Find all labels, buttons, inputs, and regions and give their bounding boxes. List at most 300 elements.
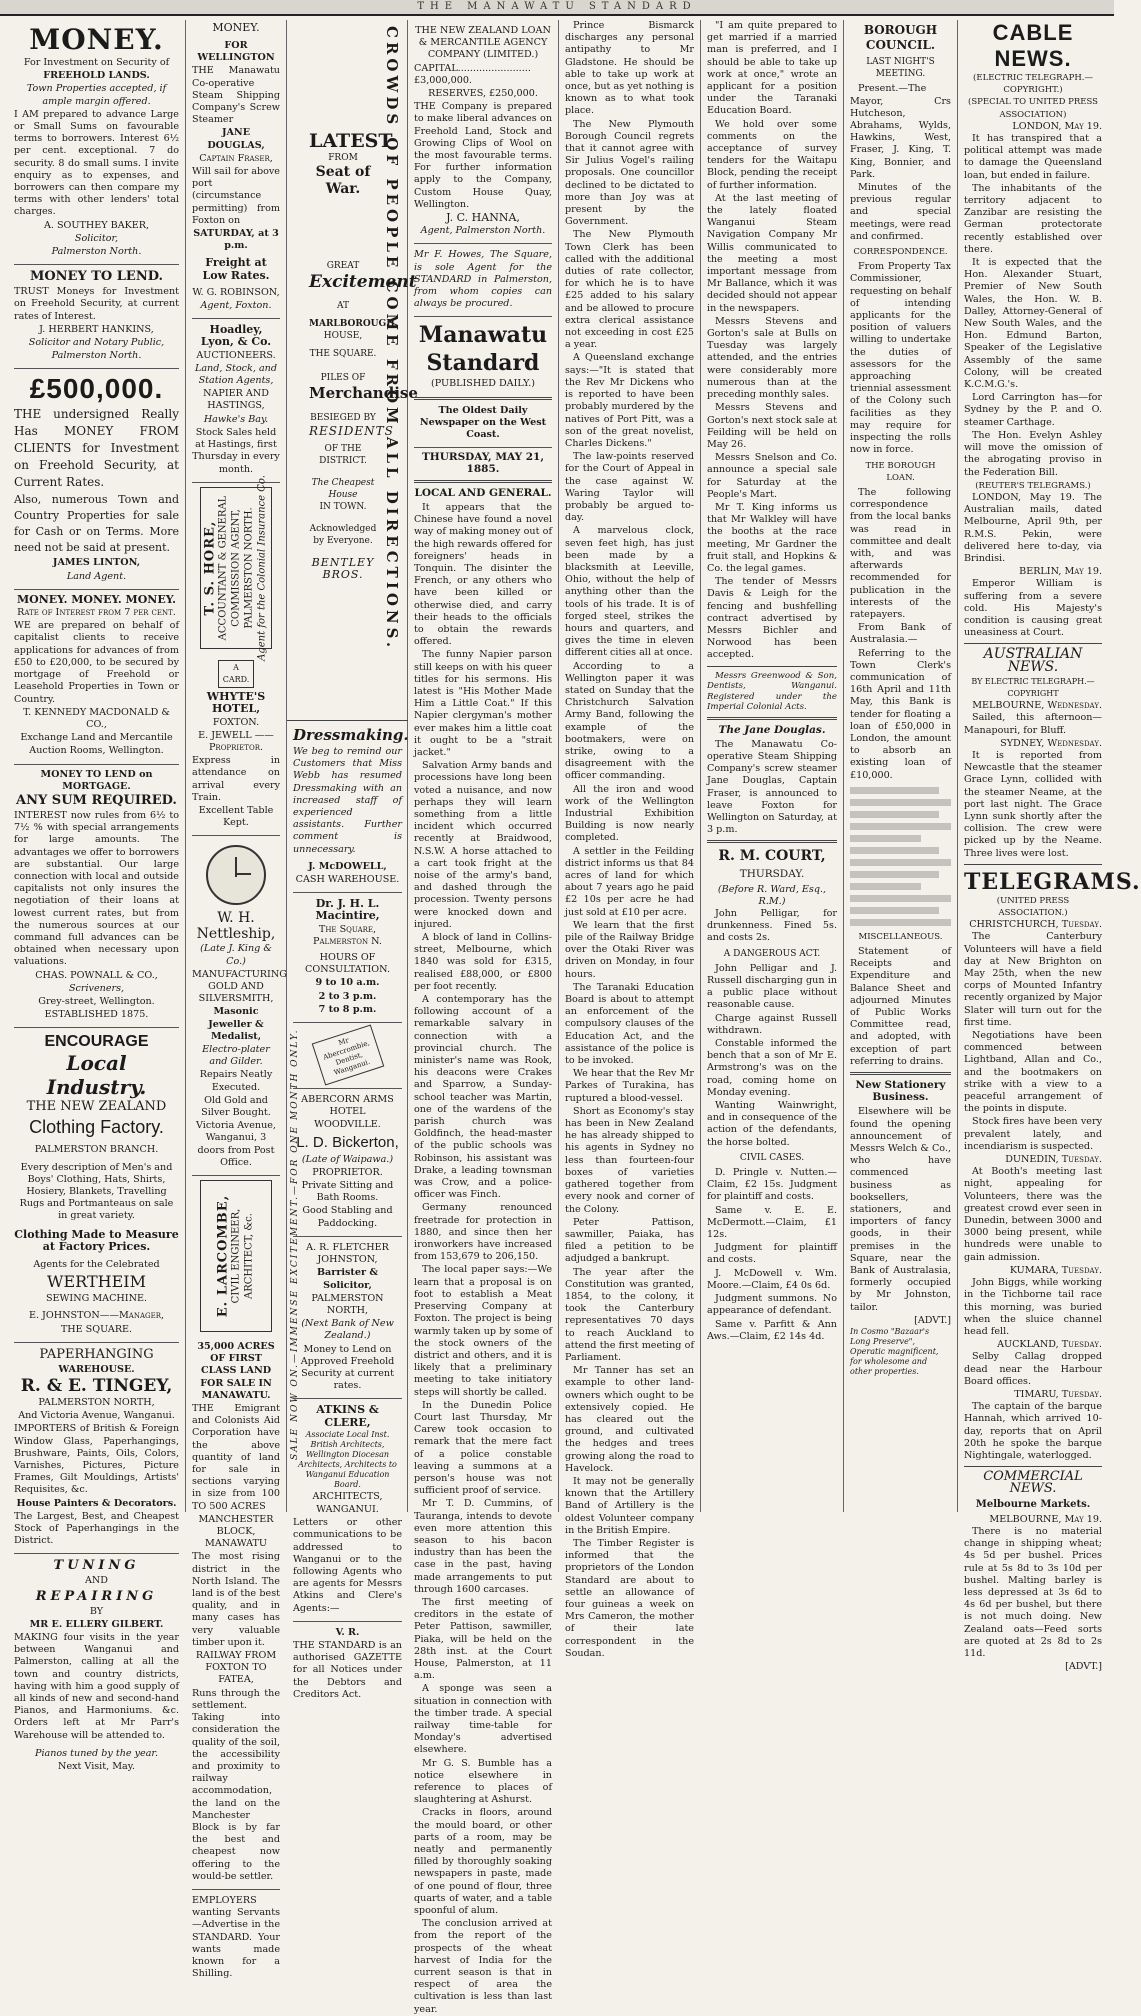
napier: NAPIER AND HASTINGS, [203,388,269,412]
court-para: Charge against Russell withdrawn. [707,1012,837,1036]
rm-before: (Before R. Ward, Esq., R.M.) [717,883,827,907]
next-bank: (Next Bank of New Zealand.) [301,1318,394,1342]
paper-masthead [414,317,552,399]
sewing: SEWING MACHINE. [45,1293,148,1305]
court-para: Wanting Wainwright, and in consequence of the action of the defendants, the horse bolted. [707,1100,837,1148]
larcombe-title: E. LARCOMBE, [215,1194,231,1318]
agent-note [414,244,552,317]
hanna: J. C. HANNA, [446,211,520,225]
bnz-heading: From Bank of Australasia.— [850,622,951,646]
col3-lower [287,720,408,1707]
jane-body: The Manawatu Co-operative Steam Shipping Company's screw steamer Jane Douglas, Captain Fraser, is announced to leave Foxton for Wellington on Saturday, at 3 p.m. [707,738,837,836]
cable-para: The Hon. Evelyn Ashley will move the omission of the abrogating proviso in the Federation Bill. [964,429,1102,478]
nettle-mason: Masonic Jeweller & Medalist, [208,1006,264,1042]
hanna-sub: Agent, Palmerston North. [420,225,546,237]
news-para: Peter Pattison, sawmiller, Paiaka, has filed a petition to be adjudged a bankrupt. [565,1216,694,1265]
date: THURSDAY, MAY 21, 1885. [421,451,545,476]
nz-title: THE NEW ZEALAND [26,1099,167,1115]
great: GREAT [326,261,360,271]
news-para: Mr T. King informs us that Mr Walkley will have the booths at the race meeting, Mr Gardner the fruit stall, and Hopkins & Co. the legal games. [707,501,837,574]
timaru-dateline: TIMARU, Tuesday. [1014,1388,1102,1400]
hoadley-ad [192,319,280,482]
tshore-title: T. S. HORE, [202,520,218,616]
atkins: ATKINS & CLERE, [316,1403,379,1429]
tshore-line: Agent for the Colonial Insurance Co. [256,474,268,661]
fw-body: THE Manawatu Co-operative Steam Shipping Company's Screw Steamer [192,65,280,126]
cable-para: It is expected that the Hon. Alexander Stuart, Premier of New South Wales, the Hon. W. B. Dalley, Attorney-General of New South Wales, and the Hon. Edmund Barton, Speaker of the Legislative Assembly of the same Colony, will be created K.C.M.G.'s. [964,257,1102,391]
auctioneers: AUCTIONEERS. [196,349,276,361]
express: Express in attendance on arrival every Train. [192,755,280,803]
column-4 [408,20,559,2015]
amount-sign: Land Agent. [66,570,127,582]
court-para: John Pelligar and J. Russell discharging gun in a public place without reasonable cause. [707,962,837,1011]
local-para: The first meeting of creditors in the estate of Peter Pattison, sawmiller, Piaka, will be held on the 28th inst. at the Court House, Palmerston, at 11 a.m. [414,1596,552,1682]
nzloan-ad [414,20,552,244]
made-to-measure: Clothing Made to Measure at Factory Prices. [14,1227,179,1253]
mmm-sub: Rate of Interest from 7 per cent. [17,607,176,619]
hoadley: Hoadley, Lyon, & Co. [200,323,272,349]
mortgage-sign: ESTABLISHED 1875. [44,1009,149,1021]
paper: PAPERHANGING [39,1346,154,1362]
abercorn-ad [293,1089,402,1237]
lend-sign: J. HERBERT HANKINS, [39,323,154,335]
freight-sign: W. G. ROBINSON, [192,286,280,298]
cable-para: It has transpired that a political attempt was made to damage the Queensland loan, but ended in failure. [964,133,1102,181]
civil-line: Same v. Parfitt & Ann Aws.—Claim, £2 14s 4d. [707,1318,837,1342]
atkins-body: Letters or other communications to be addressed to Wanganui or to the following Agents who are agents for Messrs Atkins and Clere's Agents:— [293,1517,402,1614]
next: Next Visit, May. [58,1761,135,1773]
cable-title: CABLE NEWS. [992,20,1074,71]
private: Private Sitting and Bath Rooms. [301,1180,394,1204]
borough-minutes: Minutes of the previous regular and special meetings, were read and confirmed. [850,182,951,242]
mmm-ad [14,590,179,765]
late: (Late of Waipawa.) [301,1153,394,1165]
nettle-old: Old Gold and Silver Bought. [201,1094,271,1118]
news-para: The New Plymouth Borough Council regrets that it cannot agree with Sir Julius Vogel's railing proposals. One councillor declined to be dictated to more than Joy was at present by the Government. [565,118,694,228]
newspaper-title: Manawatu Standard [418,322,548,377]
hours: HOURS OF CONSULTATION. [304,952,390,976]
cheapest: The Cheapest House [311,478,375,500]
civil-line: Same v. E. E. McDermott.—Claim, £1 12s. [707,1204,837,1241]
marlborough: MARLBOROUGH [309,319,395,329]
local-para: Germany renounced freetrade for protection in 1880, and since then her ironworkers have increased from 153,679 to 206,150. [414,1202,552,1263]
merchandise: Merchandise [309,384,418,402]
stable: Excellent Table Kept. [198,804,274,829]
hour-line: 7 to 8 p.m. [318,1003,377,1015]
vr: V. R. [335,1626,360,1638]
larcombe-line: ARCHITECT, &c. [243,1213,255,1299]
mortgage-sub: ANY SUM REQUIRED. [16,792,177,808]
money-title: MONEY. [29,23,164,56]
news-para: At the last meeting of the lately floated Wanganui Steam Navigation Company Mr Willis communicated to the meeting a most important message from Mr Ballance, which it was decided should not appear in the newspapers. [707,192,837,314]
from: FROM [328,153,358,163]
amount-body: THE undersigned Really Has MONEY FROM CLIENTS for Investment on Freehold Security, at Current Rates. [14,407,179,490]
tshore-line: ACCOUNTANT & GENERAL [217,495,229,641]
reuter-body: LONDON, May 19. The Australian mails, dated Melbourne, April 9th, per R.M.S. Pekin, were delivered here to-day, via Brindisi. [964,491,1102,564]
lend-ad [14,265,179,369]
whytes: WHYTE'S HOTEL, [206,690,266,716]
local-para: The conclusion arrived at from the report of the prospects of the wheat harvest of India for the current season is that in respect of area the cultivation is less than last year. [414,1918,552,2015]
nettle-rep: Repairs Neatly Executed. [199,1069,273,1093]
news-para: The Timber Register is informed that the proprietors of the London Standard are about to settle an allowance of four guineas a week on Mrs Cameron, the mother of their late correspondent in the Soudan. [565,1537,694,1659]
in-town: IN TOWN. [319,502,367,512]
local-para: Cracks in floors, around the mould board, or other parts of a room, may be neatly and permanently filled by thoroughly soaking newspapers in paste, made of one pound of flour, three quarts of water, and a table spoonful of alum. [414,1807,552,1917]
auckland-body: Selby Callag dropped dead near the Harbour Board offices. [964,1351,1102,1387]
published: (PUBLISHED DAILY.) [430,378,536,390]
jewell: E. JEWELL —— Proprietor. [198,729,274,753]
painters: House Painters & Decorators. [16,1497,177,1509]
acres-ad [192,1336,280,1890]
painters-body: The Largest, Best, and Cheapest Stock of Paperhangings in the District. [14,1510,179,1547]
nettle-elec: Electro-plater and Gilder. [202,1043,270,1068]
square: THE SQUARE. [60,1323,133,1335]
employers: EMPLOYERS wanting Servants—Advertise in the STANDARD. Your wants made known for a Shilling. [192,1894,280,1980]
barrister: Barrister & Solicitor, [316,1267,379,1291]
news-para: We hear that the Rev Mr Parkes of Turakina, has ruptured a blood-vessel. [565,1068,694,1104]
larcombe-text [217,1195,256,1317]
news-para: Prince Bismarck discharges any personal antipathy to Mr Gladstone. He should be able to take up work at once, but as yet nothing is known as to what took place. [565,20,694,117]
architects: ARCHITECTS, [312,1490,383,1502]
tingey-body: IMPORTERS of British & Foreign Window Glass, Paperhangings, Brushware, Paints, Oils, Colors, Varnishes, Pictures, Picture Frames, Gilt Mouldings, Artists' Requisites, &c. [14,1423,179,1496]
lend-title: MONEY TO LEND. [29,269,164,285]
civil-line: Judgment for plaintiff and costs. [707,1242,837,1266]
mortgage-ad [14,765,179,1029]
news-para: A settler in the Feilding district informs us that 84 acres of land for which about 7 years ago he paid £2 10s per acre he had just sold at £10 per acre. [565,845,694,918]
land: Land, Stock, and Station Agents, [194,362,278,387]
dress: Dressmaking. [293,726,409,744]
amount-sign: JAMES LINTON, [52,557,141,569]
cable-para: The inhabitants of the territory adjacent to Zanzibar are resisting the German protectorate recently established over there. [964,182,1102,255]
news-para: It may not be generally known that the Artillery Band of Artillery is the oldest Volunteer company in the British Empire. [565,1475,694,1536]
sydney-dateline: SYDNEY, Wednesday. [1000,737,1102,749]
card-label: A CARD. [218,660,254,688]
hour-line: 2 to 3 p.m. [318,990,377,1002]
macintire: Dr. J. H. L. Macintire, [315,897,380,923]
employers-ad [192,1890,280,1986]
warehouse: WAREHOUSE. [58,1363,135,1375]
money-sign: A. SOUTHEY BAKER, [43,219,150,231]
bickerton: L. D. Bickerton, [296,1133,399,1151]
tshore-line: COMMISSION AGENT, [230,508,242,627]
tingey-loc: And Victoria Avenue, Wanganui. [18,1410,175,1422]
money-line: For Investment on Security of [23,57,170,68]
captain: Captain Fraser, [199,152,273,164]
borough-sub: LAST NIGHT'S MEETING. [866,57,935,80]
commercial-title: COMMERCIAL NEWS. [983,1469,1083,1497]
tingey: R. & E. TINGEY, [20,1376,173,1397]
encourage: ENCOURAGE [44,1033,149,1051]
advt-8: [ADVT.] [1065,1661,1102,1673]
dress-ad [293,721,409,893]
misc-heading: MISCELLANEOUS. [858,931,943,942]
telegrams-title: TELEGRAMS. [964,868,1141,895]
dentist-stamp: Mr Abercrombie, Dentist, Wanganui. [311,1025,384,1086]
residents: RESIDENTS [309,424,394,438]
tshore-text [204,475,269,661]
cash: CASH WAREHOUSE. [295,874,400,886]
atkins-ad [293,1399,402,1621]
johnston: A. R. FLETCHER JOHNSTON, [306,1241,389,1266]
proprietor: PROPRIETOR. [312,1166,383,1178]
of-the: OF THE [324,444,362,454]
gilbert: MR E. ELLERY GILBERT. [29,1618,164,1630]
lend-sign: Palmerston North. [51,350,142,362]
news-para: The New Plymouth Town Clerk has been called with the additional duties of rate collector, for which he is to have £25 added to his salary and be allowed to procure extra clerical assistance not exceeding in cost £25 a year. [565,229,694,351]
court-para: Constable informed the bench that a son of Mr E. Armstrong's was on the road, coming home on Monday evening. [707,1038,837,1098]
manchester: MANCHESTER BLOCK, MANAWATU [198,1513,274,1550]
tingey-loc: PALMERSTON NORTH, [38,1397,155,1409]
sale-vertical: SALE NOW ON.—IMMENSE EXCITEMENT.—FOR ONE MONTH ONLY. [290,1028,300,1460]
market-body: There is no material change in shipping wheat; 4s 5d per bushel. Prices rule at 5s 8d to 3s 10d per bushel. Malting barley is less depressed at 3s 6d to 4s 6d per bushel, but there is not much doing. New Zealand oats—Feed sorts are quoted at 2s 8d to 2s 11d. [964,1525,1102,1659]
paper-ad [14,1343,179,1555]
local-para: The funny Napier parson still keeps on with his queer titles for his sermons. His latest is "His Mother Made Him a Little Coat." If this Napier clergyman's mother ever makes him a little coat it ought to be a "strait jacket." [414,649,552,758]
mmm-title: MONEY. MONEY. MONEY. [16,592,177,606]
standard-note: THE STANDARD is an authorised GAZETTE for all Notices under the Debtors and Creditors Act. [293,1639,402,1700]
civil-heading: CIVIL CASES. [739,1152,805,1163]
melb-markets: Melbourne Markets. [975,1498,1091,1510]
london-dateline: LONDON, May 19. [1012,120,1102,132]
assault-heading: A DANGEROUS ACT. [723,948,821,959]
freight: Freight at Low Rates. [202,256,270,282]
column-3 [287,20,418,1700]
larcombe-line: CIVIL ENGINEER, [230,1208,242,1304]
house: HOUSE, [323,331,363,341]
local-para: Salvation Army bands and processions have long been voted a nuisance, and now perhaps they will learn something from a little incident which occurred recently at Braidwood, N.S.W. A horse attached to a cart took fright at the noise of the army's band, and dashed through the procession. Twenty persons were knocked down and injured. [414,760,552,930]
news-para: The year after the Constitution was granted, 1854, to the colony, it took the Canterbury representatives 70 days to reach Auckland to attend the first meeting of Parliament. [565,1266,694,1363]
money-tail: MONEY. [212,21,260,34]
wertheim: WERTHEIM [47,1272,146,1292]
crowds-vertical: CROWDS OF PEOPLE COME FROM ALL DIRECTIONS. [383,26,401,652]
local-para: Mr T. D. Cummins, of Tauranga, intends to devote even more attention this season to his bacon industry than has been the case in the past, having made arrangements to put through 1600 carcases. [414,1498,552,1595]
stamp-ad [293,1023,402,1089]
manchester-body: The most rising district in the North Island. The land is of the best quality, and in many cases has very valuable timber upon it. [192,1551,280,1648]
mortgage-sign: Scriveners, [68,982,125,994]
sales: Stock Sales held at Hastings, first Thursday in every month. [192,426,280,475]
aus-title: AUSTRALIAN NEWS. [983,646,1083,675]
rm-court: R. M. COURT, [718,848,826,865]
civil-line: Judgment summons. No appearance of defendant. [707,1293,837,1317]
johnston-ad [293,1237,402,1399]
corr-body: From Property Tax Commissioner, requesting on behalf of intending applicants for the position of valuers willing to undertake the duties of assessors for the approaching triennial assessment of the Colony such facilities as they may require for inspecting the rolls now in force. [850,261,951,456]
palm: PALMERSTON NORTH, [311,1292,384,1316]
news-para: The tender of Messrs Davis & Leigh for the fencing and bushfelling contract advertised by Messrs Bichler and Norwood has been accepted. [707,576,837,661]
money-ad [14,20,179,265]
acres: 35,000 ACRES OF FIRST CLASS LAND FOR SALE IN MANAWATU. [197,1341,275,1401]
repairing: REPAIRING [35,1588,158,1604]
mmm-sign: Exchange Land and Mercantile [20,732,173,744]
tel-para: Stock fires have been very prevalent lately, and incendiarism is suspected. [964,1116,1102,1152]
timaru-body: The captain of the barque Hannah, which arrived 10-day, reports that on April 20th he spoke the barque Nightingale, waterlogged. [964,1401,1102,1461]
column-5 [559,20,701,1659]
mcdowell: J. McDOWELL, [308,860,387,872]
woodville: WOODVILLE. [314,1119,381,1131]
seat-of-war: Seat of War. [315,164,371,197]
news-para: We hold over some comments on the acceptance of survey tenders for the Waitapu Block, pending the receipt of further information. [707,118,837,191]
capital: CAPITAL........................£3,000,000. [414,62,531,86]
mmm-sign: T. KENNEDY MACDONALD & CO., [23,706,170,730]
news-para: Mr Tanner has set an example to other land-owners which ought to be extensively copied. He has cleared out the ground, and cultivated the hedges and trees growing along the road to Havelock. [565,1365,694,1474]
railway: RAILWAY FROM FOXTON TO FATEA, [195,1650,277,1686]
local-para: A contemporary has the following account of a remarkable salvary in connection with a provincial church. The minister's name was Rook, his deacons were Crakes and Sparrow, a Sunday-school teacher was Martin, one of the wardens of the parish church was Goldfinch, the head-master of the public schools was Robinson, his assistant was Drake, a leading townsman was Crow, and a police-officer was Finch. [414,994,552,1201]
news-para: "I am quite prepared to get married if a married man is preferred, and I should be able to take up work at once," wrote an applicant for a position under the Taranaki Education Board. [707,20,837,117]
wanganui: WANGANUI. [316,1503,379,1515]
masthead: THE MANAWATU STANDARD [0,0,1114,16]
tshore-card [200,474,272,661]
mmm-body: WE are prepared on behalf of capitalist clients to receive applications for advances of from £50 to £20,000, to be secured by mortgage of Freehold or Leasehold Properties in Town or Country. [14,620,179,705]
clothing-title: Clothing Factory. [29,1117,164,1138]
nettle-addr: Victoria Avenue, Wanganui, 3 doors from Post Office. [196,1120,276,1168]
jane-heading: The Jane Douglas. [718,723,826,736]
oldest: The Oldest Daily Newspaper on the West Coast. [419,404,547,441]
corr-heading: CORRESPONDENCE. [853,247,948,258]
stationery-heading: New Stationery Business. [855,1079,946,1104]
dress-body: We beg to remind our Customers that Miss Webb has resumed Dressmaking with an increased staff of experienced assistants. Further comment is unnecessary. [293,746,402,855]
news-para: The law-points reserved for the Court of Appeal in the case against W. Waring Taylor will probably be argued to-day. [565,451,694,524]
bentley: BENTLEY BROS. [311,556,375,581]
piles: PILES OF [320,373,366,383]
news-para: The Taranaki Education Board is about to attempt an enforcement of the compulsory clauses of the Education Act, and the assistance of the police is to be invoked. [565,981,694,1067]
jane: JANE DOUGLAS, [207,127,265,151]
rm-thursday: THURSDAY. [739,868,805,881]
atkins-sub: Associate Local Inst. British Architects, Wellington Diocesan Architects, Architects to Wanganui Education Board. [298,1429,397,1489]
news-para: Messrs Stevens and Gorton's next stock sale at Feilding will be held on May 26. [707,402,837,450]
money: Money to Lend on Approved Freehold Security at current rates. [300,1343,395,1392]
oldest-banner [414,400,552,449]
latest: LATEST [309,130,393,152]
foxton: FOXTON. [212,716,260,728]
news-para: A Queensland exchange says:—"It is stated that the Rev Mr Dickens who is reported to have been probably murdered by the natives of Port Pitt, was a son of the great novelist, Charles Dickens." [565,352,694,449]
melb-body: Sailed, this afternoon—Manapouri, for Bluff. [964,712,1102,736]
tel-para: The Canterbury Volunteers will have a field day at New Brighton on May 25th, when the new corps of Mounted Infantry recently organized by Major Slater will turn out for the first time. [964,931,1102,1028]
column-7 [844,20,958,1512]
local-para: A sponge was seen a situation in connection with the timber trade. A special railway time-table for Monday's advertised elsewhere. [414,1683,552,1756]
column-6 [701,20,844,1512]
nettle-man: MANUFACTURING GOLD AND SILVERSMITH, [192,968,287,1005]
hour-line: 9 to 10 a.m. [315,977,380,989]
amount-title: £500,000. [29,373,164,405]
markets-dateline: MELBOURNE, May 19. [989,1513,1102,1525]
agents: Agents for the Celebrated [33,1259,160,1270]
stationery-body: Elsewhere will be found the opening announcement of Messrs Welch & Co., who have commenced business as booksellers, stationers, and importers of fancy goods, in their premises in the Square, near the Bank of Australasia, formerly occupied by Mr Johnston, tailor. [850,1106,951,1313]
whytes-ad [192,653,280,837]
sydney-body: It is reported from Newcastle that the steamer Grace Lynn, collided with the steamer Neame, at the port last night. The Grace Lynn sunk shortly after the collision. The crew were picked up by the Neame. Three lives were lost. [964,749,1102,859]
civil-line: J. McDowell v. Wm. Moore.—Claim, £4 0s 6d. [707,1267,837,1291]
bnz-body: Referring to the Town Clerk's communication of 16th April and 11th May, this Bank is tender for floating a loan of £50,000 in London, the amount to absorb an existing loan of £10,000. [850,647,951,781]
acres-body: THE Emigrant and Colonists Aid Corporation have the above quantity of land for sale in sections varying in size from 100 TO 500 ACRES [192,1403,280,1512]
kumara-body: John Biggs, while working in the Tichborne tail race this morning, was buried when the sluice channel head fell. [964,1277,1102,1337]
cable-para: Lord Carrington has—for Sydney by the P. and O. steamer Carthage. [964,392,1102,428]
dunedin-dateline: DUNEDIN, Tuesday. [1005,1154,1102,1166]
by: BY [89,1605,104,1617]
freight-sign: Agent, Foxton. [200,300,272,312]
agent-note-text: Mr F. Howes, The Square, is sole Agent for the STANDARD in Palmerston, from whom copies can always be procured. [414,249,552,310]
hawkes: Hawke's Bay. [203,413,269,425]
news-para: Messrs Snelson and Co. announce a special sale for Saturday at the People's Mart. [707,452,837,500]
tel-para: Negotiations have been commenced between Lightband, Allan and Co., and the bootmakers on strike with a view to a peaceful arrangement of the points in dispute. [964,1030,1102,1115]
borough-present: Present.—The Mayor, Crs Hutcheson, Abrahams, Wylds, Hawkins, West, Fraser, J. King, T. King, Bonnier, and Park. [850,83,951,180]
tel-sub: (UNITED PRESS ASSOCIATION.) [996,895,1070,918]
tuning-ad [14,1554,179,1779]
lend-sign: Solicitor and Notary Public, [28,337,165,349]
foot-note: In Cosmo "Bazaar's Long Preserve", Operatic magnificent, for wholesome and other properties. [850,1327,939,1377]
news-para: A marvelous clock, seven feet high, has just been made by a blacksmith at Leeville, Ohio, without the help of anything other than the tools of his trade. It is of forged steel, strikes the hours and quarters, and gives the time in eleven different cities all at once. [565,525,694,659]
news-para: According to a Wellington paper it was stated on Sunday that the Christchurch Salvation Army Band, following the example of the bootmakers, were on strike, owing to a disagreement with the officer commanding. [565,660,694,782]
reuter: (REUTER'S TELEGRAMS.) [975,480,1091,491]
civil-line: D. Pringle v. Nutten.—Claim, £2 15s. Judgment for plaintiff and costs. [707,1167,837,1203]
loan-body: The following correspondence from the local banks was read in committee and dealt with, and was afterwards recommended for publication in the interests of the ratepayers. [850,486,951,620]
tuned: Pianos tuned by the year. [34,1747,159,1759]
money-sign: Solicitor, [74,232,119,244]
news-para: All the iron and wood work of the Wellington Industrial Exhibition Building is now nearly completed. [565,783,694,844]
nettleship: W. H. Nettleship, [196,910,276,943]
misc-body: Statement of Receipts and Expenditure and Balance Sheet and adjourned Minutes of Public Works Committee read, and adopted, with exception of part referring to drains. [850,945,951,1067]
loan-heading: THE BOROUGH LOAN. [865,460,936,483]
news-para: We learn that the first pile of the Railway Bridge over the Otaki River was driven on Monday, in four hours. [565,919,694,980]
berlin-dateline: BERLIN, May 19. [1019,566,1102,578]
borough-title: BOROUGH COUNCIL. [863,23,938,52]
amount-body-2: Also, numerous Town and Country Properties for sale for Cash or on Terms. More need not be said at present. [14,493,179,555]
mortgage-title: MONEY TO LEND on MORTGAGE. [40,768,153,792]
acknowledged: Acknowledged by Everyone. [309,524,377,546]
railway-body: Runs through the settlement. Taking into consideration the quality of the soil, the accessibility and proximity to railway accommodation, the land on the Manchester Block is by far the best and cheapest now offering to the would-be settler. [192,1687,280,1882]
auckland-dateline: AUCKLAND, Tuesday. [997,1339,1102,1351]
cable-sub: (ELECTRIC TELEGRAPH.—COPYRIGHT.) [973,73,1093,96]
the-square: THE SQUARE. [309,349,377,359]
nettleship-ad [192,836,287,1176]
clothing-ad [14,1028,179,1342]
mmm-sign: Auction Rooms, Wellington. [29,745,164,757]
reserves: RESERVES, £250,000. [428,88,538,100]
district: DISTRICT. [319,456,367,466]
fw-body-2: Will sail for above port (circumstance permitting) from Foxton on [192,166,280,226]
nzloan: THE NEW ZEALAND LOAN & MERCANTILE AGENCY COMPANY (LIMITED.) [415,25,551,61]
news-para: Messrs Stevens and Gorton's sale at Bulls on Tuesday was largely attended, and the entries were considerably more numerous than at the preceding monthly sales. [707,315,837,401]
stabling: Good Stabling and Paddocking. [302,1205,393,1229]
vr-ad [293,1622,402,1707]
christchurch-dateline: CHRISTCHURCH, Tuesday. [969,919,1102,931]
local-industry: Local Industry. [46,1051,147,1100]
local-para: It appears that the Chinese have found a novel way of making money out of the high rewards offered for foreigners' heads in Tonquin. The disinter the French, or any others who have been killed or otherwise died, and carry their heads to the officials to obtain the rewards offered. [414,501,552,648]
local-para: The local paper says:—We learn that a proposal is on foot to establish a Meat Preserving Company at Foxton. The project is being warmly taken up by some of the stock owners of the district and others, and it is likely that a preliminary meeting to take initiatory steps will shortly be called. [414,1264,552,1398]
at: AT [336,301,349,311]
nettle-late: (Late J. King & Co.) [200,943,272,967]
mac-addr: The Square, Palmerston N. [313,923,382,947]
johnston: E. JOHNSTON——Manager, [28,1310,165,1322]
excitement: Excitement [309,272,417,292]
dentist-notice: Messrs Greenwood & Son, Dentists, Wanganui. Registered under the Imperial Colonial Acts. [707,670,837,713]
melb-dateline: MELBOURNE, Wednesday. [972,700,1102,712]
lend-body: TRUST Moneys for Investment on Freehold Security, at current rates of Interest. [14,286,179,322]
abercorn: ABERCORN ARMS HOTEL [301,1094,394,1118]
and: AND [84,1575,108,1587]
cable-sub-2: (SPECIAL TO UNITED PRESS ASSOCIATION) [968,97,1098,120]
mortgage-sign: CHAS. POWNALL & CO., [35,969,158,981]
sailing: SATURDAY, at 3 p.m. [193,228,279,252]
fw-title: FOR WELLINGTON [197,40,275,64]
clothing-body: Every description of Men's and Boys' Clothing, Hats, Shirts, Hosiery, Blankets, Travelling Rugs and Portmanteaus on sale in great variety. [19,1161,174,1222]
amount-ad [14,369,179,589]
nzloan-body: THE Company is prepared to make liberal advances on Freehold Land, Stock and Growing Clips of Wool on the most favourable terms. For further information apply to the Company, Custom House Quay, Wellington. [414,101,552,210]
palm-branch: PALMERSTON BRANCH. [34,1144,159,1156]
local-para: In the Dunedin Police Court last Thursday, Mr Carew took occasion to remark that the mere fact of a police constable leaving a summons at a person's house was not sufficient proof of service. [414,1399,552,1497]
advt: [ADVT.] [914,1314,951,1326]
local-para: Mr G. S. Bumble has a notice elsewhere in reference to places of slaughtering at Ashurst. [414,1757,552,1806]
money-body: I AM prepared to advance Large or Small Sums on favourable terms to borrowers. Interest 6½ per cent. exceptional. 7 do security. 8 do small sums. I invite enquiry as to expenses, and borrowers can then compare my terms with other lenders' total charges. [14,108,179,218]
fw-ad [192,20,280,319]
macintire-ad [293,893,402,1023]
money-line: FREEHOLD LANDS. [43,70,150,82]
local-para: A block of land in Collins-street, Melbourne, which 1840 was sold for £315, realised £88,000, or £800 per foot recently. [414,932,552,992]
